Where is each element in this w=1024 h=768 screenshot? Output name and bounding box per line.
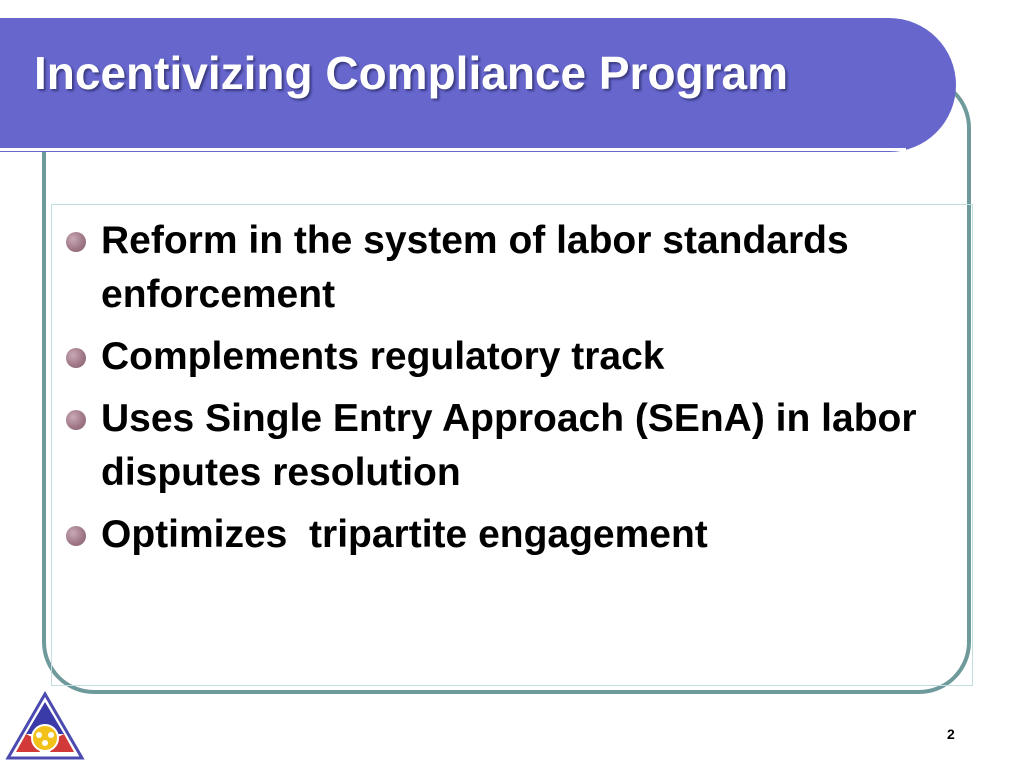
bullet-text: Reform in the system of labor standards enforcement (101, 219, 849, 316)
bullet-list (66, 214, 946, 570)
page-number: 2 (947, 726, 955, 742)
bullet-item (66, 392, 946, 500)
slide-title: Incentivizing Compliance Program (34, 47, 789, 99)
bullet-dot-icon (66, 526, 86, 546)
bullet-text: Complements regulatory track (101, 335, 665, 378)
bullet-dot-icon (66, 232, 86, 252)
bullet-dot-icon (66, 410, 86, 430)
bullet-item (66, 330, 946, 384)
bullet-text: Uses Single Entry Approach (SEnA) in labor disputes resolution (101, 397, 917, 494)
agency-triangle-logo-icon (4, 688, 86, 764)
bullet-item (66, 508, 946, 562)
title-underline (0, 148, 906, 151)
bullet-dot-icon (66, 348, 86, 368)
bullet-item (66, 214, 946, 322)
bullet-text: Optimizes tripartite engagement (101, 513, 708, 556)
